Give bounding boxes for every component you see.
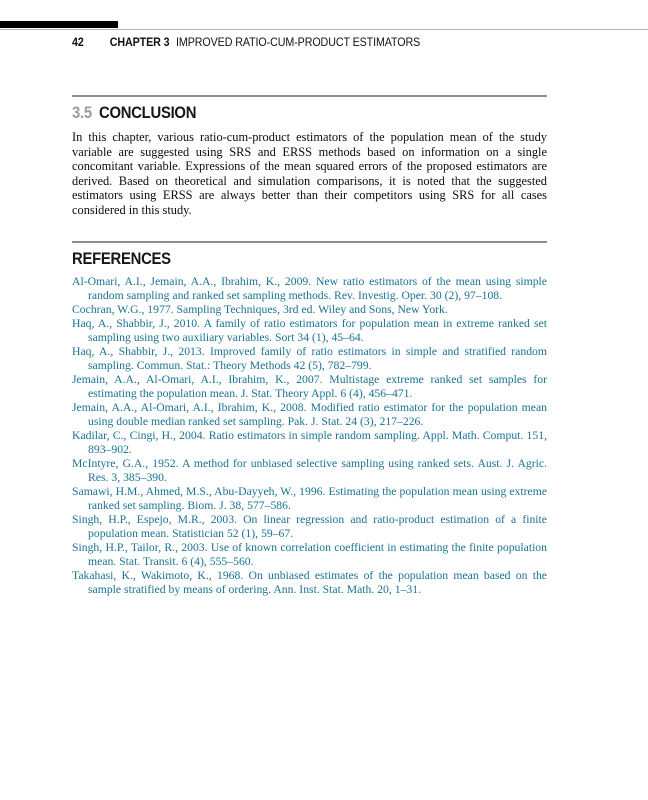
conclusion-section-rule [72,95,547,97]
chapter-title: IMPROVED RATIO-CUM-PRODUCT ESTIMATORS [176,37,421,49]
header-accent-bar [0,21,118,28]
conclusion-section-number: 3.5 [72,104,92,122]
reference-item: Kadilar, C., Cingi, H., 2004. Ratio estimators in simple random sampling. Appl. Math. Comput. 151, 893–902. [72,429,547,456]
references-section [72,241,547,597]
conclusion-paragraph: In this chapter, various ratio-cum-product estimators of the population mean of the study variable are suggested using SRS and ERSS methods based on information on a single concomitant variable. Expressions of the mean squared errors of the proposed estimators are derived. Based on theoretical and simulation comparisons, it is noted that the suggested estimators using ERSS are always better than their competitors using SRS for all cases considered in this study. [72,130,547,217]
header-rule [0,29,648,30]
running-head [72,37,574,49]
reference-item: Cochran, W.G., 1977. Sampling Techniques, 3rd ed. Wiley and Sons, New York. [72,303,448,316]
reference-item: Singh, H.P., Espejo, M.R., 2003. On linear regression and ratio-product estimation of a finite population mean. Statistician 52 (1), 59–67. [72,513,547,540]
reference-item: Singh, H.P., Tailor, R., 2003. Use of known correlation coefficient in estimating the finite population mean. Stat. Transit. 6 (4), 555–560. [72,541,547,568]
reference-item: McIntyre, G.A., 1952. A method for unbiased selective sampling using ranked sets. Aust. J. Agric. Res. 3, 385–390. [72,457,547,484]
reference-list [72,275,547,597]
reference-item: Takahasi, K., Wakimoto, K., 1968. On unbiased estimates of the population mean based on the sample stratified by means of ordering. Ann. Inst. Stat. Math. 20, 1–31. [72,569,547,596]
references-heading: REFERENCES [72,250,171,268]
reference-item: Jemain, A.A., Al-Omari, A.I., Ibrahim, K., 2008. Modified ratio estimator for the population mean using double median ranked set sampling. Pak. J. Stat. 24 (3), 217–226. [72,401,547,428]
reference-item: Al-Omari, A.I., Jemain, A.A., Ibrahim, K., 2009. New ratio estimators of the mean using simple random sampling and ranked set sampling methods. Rev. Investig. Oper. 30 (2), 97–108. [72,275,547,302]
reference-item: Samawi, H.M., Ahmed, M.S., Abu-Dayyeh, W., 1996. Estimating the population mean using extreme ranked set sampling. Biom. J. 38, 577–586. [72,485,547,512]
reference-item: Haq, A., Shabbir, J., 2010. A family of ratio estimators for population mean in extreme ranked set sampling using two auxiliary variables. Sort 34 (1), 45–64. [72,317,547,344]
reference-item: Jemain, A.A., Al-Omari, A.I., Ibrahim, K., 2007. Multistage extreme ranked set samples for estimating the population mean. J. Stat. Theory Appl. 6 (4), 456–471. [72,373,547,400]
chapter-label: CHAPTER 3 [109,37,170,49]
conclusion-section [72,95,547,217]
references-section-rule [72,241,547,243]
reference-item: Haq, A., Shabbir, J., 2013. Improved family of ratio estimators in simple and stratified random sampling. Commun. Stat.: Theory Methods 42 (5), 782–799. [72,345,547,372]
page-number: 42 [72,37,84,49]
conclusion-section-title: CONCLUSION [99,104,197,122]
conclusion-heading [72,104,500,123]
